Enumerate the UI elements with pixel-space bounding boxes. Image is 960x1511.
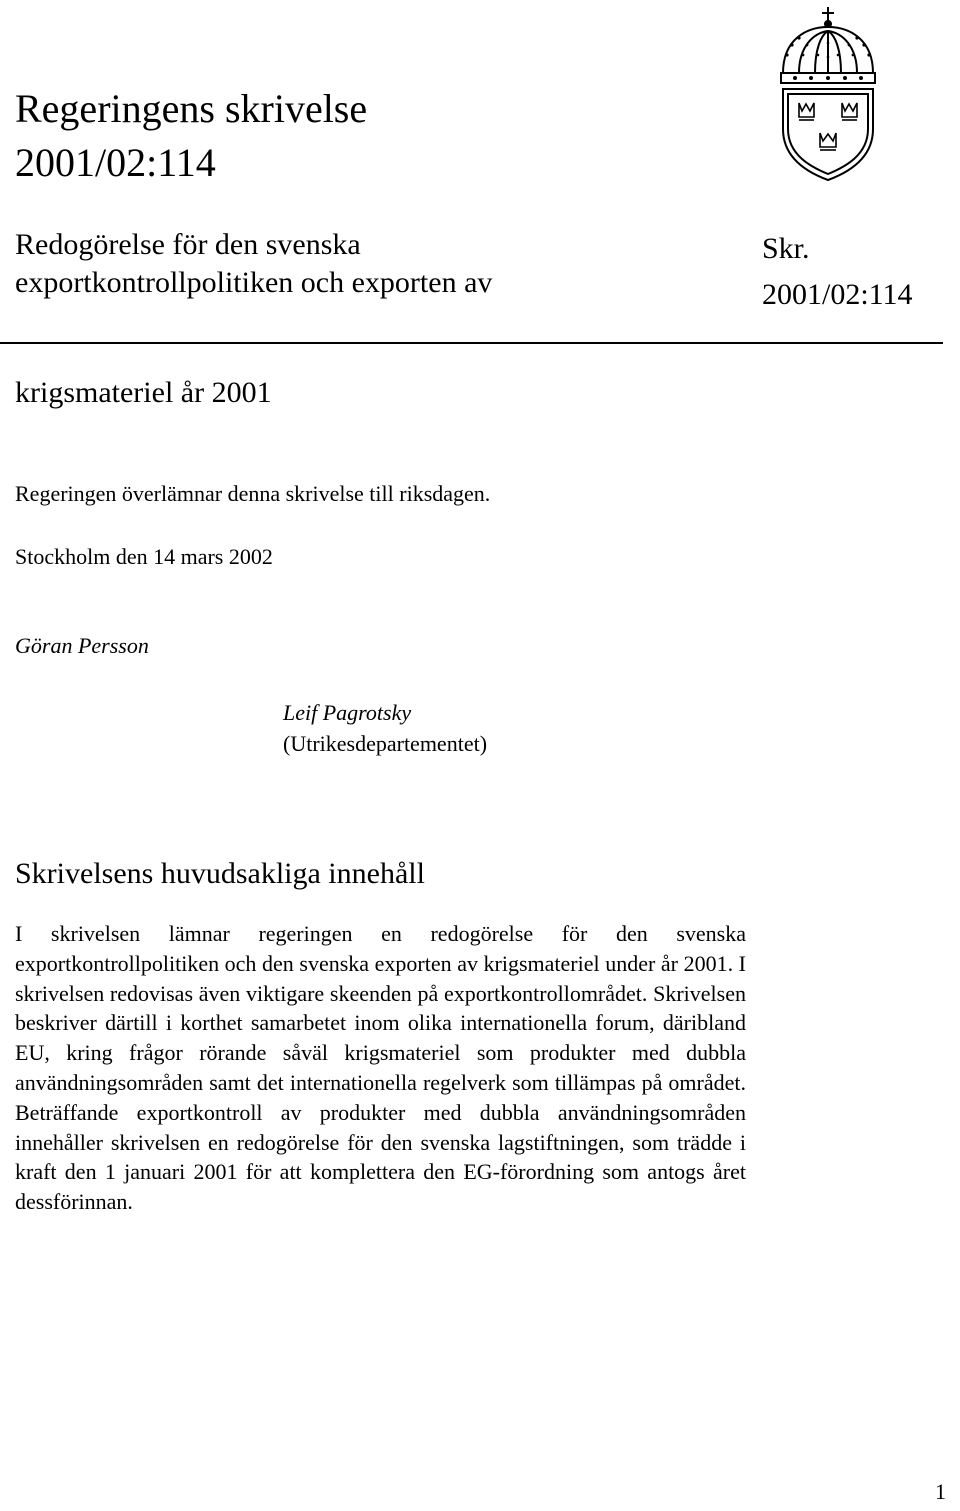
section-heading: Skrivelsens huvudsakliga innehåll — [15, 857, 425, 890]
signatory-primary: Göran Persson — [15, 633, 149, 658]
document-title — [15, 82, 367, 190]
department: (Utrikesdepartementet) — [283, 731, 488, 756]
skr-reference — [762, 226, 913, 318]
skr-label: Skr. — [762, 232, 810, 265]
document-subtitle — [15, 226, 492, 302]
submission-text: Regeringen överlämnar denna skrivelse till riksdagen. — [15, 481, 491, 506]
summary-paragraph: I skrivelsen lämnar regeringen en redogörelse för den svenska exportkontrollpolitiken och den svenska exporten av krigsmateriel under år 2001. I skrivelsen redovisas även viktigare skeenden på exportkontrollområdet. Skrivelsen beskriver därtill i korthet samarbetet inom olika internationella forum, däribland EU, kring frågor rörande såväl krigsmateriel som produkter med dubbla användningsområden samt det internationella regelverk som tillämpas på området. Beträffande exportkontroll av produkter med dubbla användningsområden innehåller skrivelsen en redogörelse för den svenska lagstiftningen, som trädde i kraft den 1 januari 2001 för att komplettera den EG-förordning som antogs året dessförinnan. — [15, 921, 746, 1215]
document-title-line-2: 2001/02:114 — [15, 140, 216, 185]
document-subtitle-line-2: exportkontrollpolitiken och exporten av — [15, 266, 493, 299]
government-emblem-icon — [777, 3, 879, 183]
skr-number: 2001/02:114 — [762, 278, 913, 311]
horizontal-rule — [0, 342, 943, 344]
document-subtitle-line-3: krigsmateriel år 2001 — [15, 376, 272, 409]
date-line: Stockholm den 14 mars 2002 — [15, 544, 273, 569]
document-title-line-1: Regeringens skrivelse — [15, 86, 368, 131]
signatory-secondary: Leif Pagrotsky — [283, 700, 412, 725]
page-number: 1 — [935, 1479, 946, 1504]
document-subtitle-line-1: Redogörelse för den svenska — [15, 228, 361, 261]
